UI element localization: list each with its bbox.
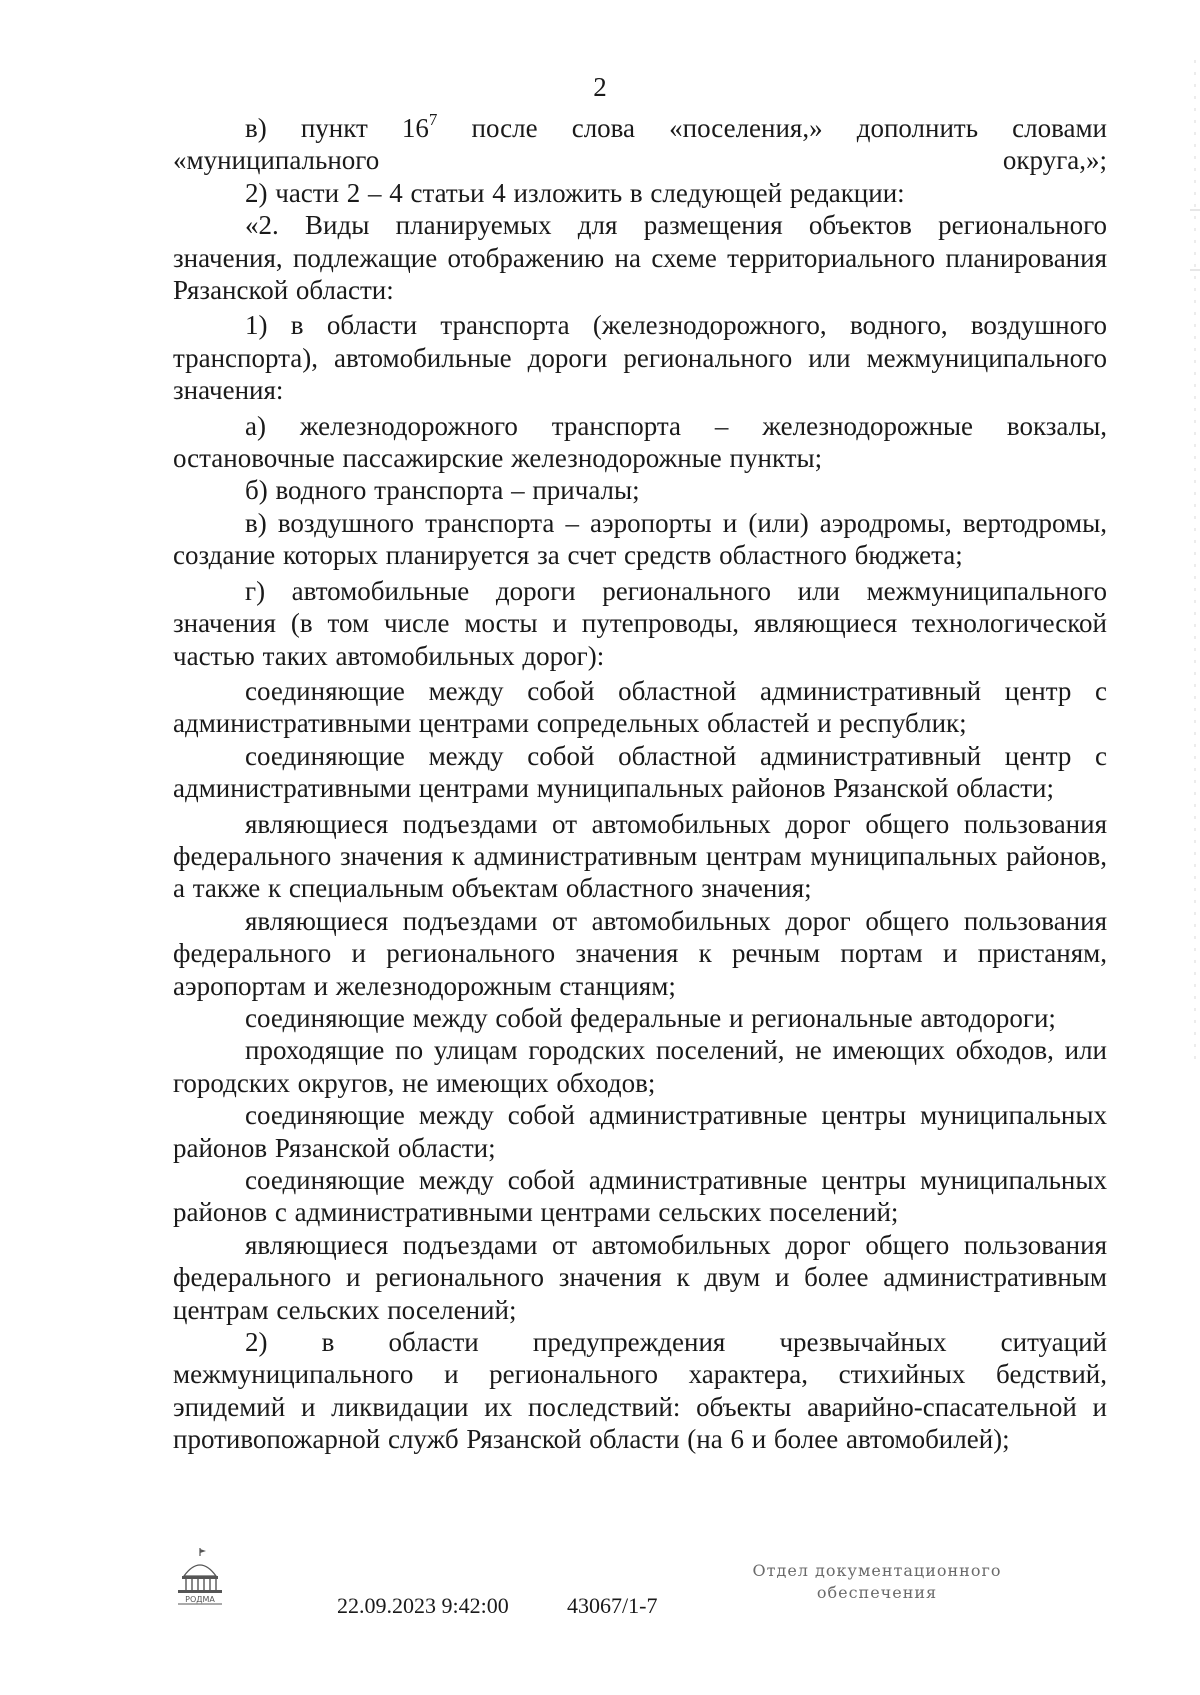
paragraph-16: соединяющие между собой административные центры муниципальных районов с административными центрами сельских поселений; xyxy=(173,1165,1107,1228)
document-code: 43067/1-7 xyxy=(567,1593,658,1618)
stamp-line-1: Отдел документационного xyxy=(752,1561,1002,1580)
emblem-text: РОДМА xyxy=(185,1595,215,1604)
paragraph-3: «2. Виды планируемых для размещения объектов регионального значения, подлежащие отображению на схеме территориального планирования Рязанской области: xyxy=(173,210,1107,306)
paragraph-4: 1) в области транспорта (железнодорожного, водного, воздушного транспорта), автомобильные дороги регионального или межмуниципального значения: xyxy=(173,310,1107,406)
paragraph-1-sup: 7 xyxy=(428,110,438,129)
stamp-line-2: обеспечения xyxy=(816,1583,938,1602)
paragraph-1-pre: в) пункт 16 xyxy=(245,113,429,143)
registration-timestamp: 22.09.2023 9:42:00 xyxy=(337,1593,509,1618)
paragraph-7: в) воздушного транспорта – аэропорты и (или) аэродромы, вертодромы, создание которых планируется за счет средств областного бюджета; xyxy=(173,507,1107,571)
duma-emblem-icon xyxy=(172,1546,228,1606)
scan-margin-marks xyxy=(1186,60,1200,1060)
document-body xyxy=(173,112,1107,1456)
paragraph-13: соединяющие между собой федеральные и региональные автодороги; xyxy=(245,1002,1056,1033)
paragraph-11: являющиеся подъездами от автомобильных дорог общего пользования федерального значения к административным центрам муниципальных районов, а также к специальным объектам областного значения; xyxy=(173,808,1107,904)
paragraph-1 xyxy=(173,112,1107,177)
department-stamp xyxy=(712,1560,1042,1604)
page-number: 2 xyxy=(593,72,607,102)
paragraph-10: соединяющие между собой областной административный центр с административными центрами муниципальных районов Рязанской области; xyxy=(173,740,1107,804)
paragraph-17: являющиеся подъездами от автомобильных дорог общего пользования федерального и регионального значения к двум и более административным центрам сельских поселений; xyxy=(173,1229,1107,1325)
paragraph-5: а) железнодорожного транспорта – железнодорожные вокзалы, остановочные пассажирские железнодорожные пункты; xyxy=(173,410,1107,474)
paragraph-6: б) водного транспорта – причалы; xyxy=(245,475,640,506)
paragraph-15: соединяющие между собой административные центры муниципальных районов Рязанской области; xyxy=(173,1100,1107,1163)
paragraph-12: являющиеся подъездами от автомобильных дорог общего пользования федерального и регионального значения к речным портам и пристаням, аэропортам и железнодорожным станциям; xyxy=(173,905,1107,1001)
paragraph-18: 2) в области предупреждения чрезвычайных ситуаций межмуниципального и регионального характера, стихийных бедствий, эпидемий и ликвидации их последствий: объекты аварийно-спасательной и противопожарной служб Рязанской области (на 6 и более автомобилей); xyxy=(173,1327,1107,1455)
paragraph-2: 2) части 2 – 4 статьи 4 изложить в следующей редакции: xyxy=(245,177,905,208)
paragraph-9: соединяющие между собой областной административный центр с административными центрами сопредельных областей и республик; xyxy=(173,675,1107,739)
paragraph-14: проходящие по улицам городских поселений, не имеющих обходов, или городских округов, не имеющих обходов; xyxy=(173,1035,1107,1098)
paragraph-8: г) автомобильные дороги регионального или межмуниципального значения (в том числе мосты и путепроводы, являющиеся технологической частью таких автомобильных дорог): xyxy=(173,575,1107,671)
paragraph-1-post: после слова «поселения,» дополнить словами «муниципального округа,»; xyxy=(173,113,1107,176)
